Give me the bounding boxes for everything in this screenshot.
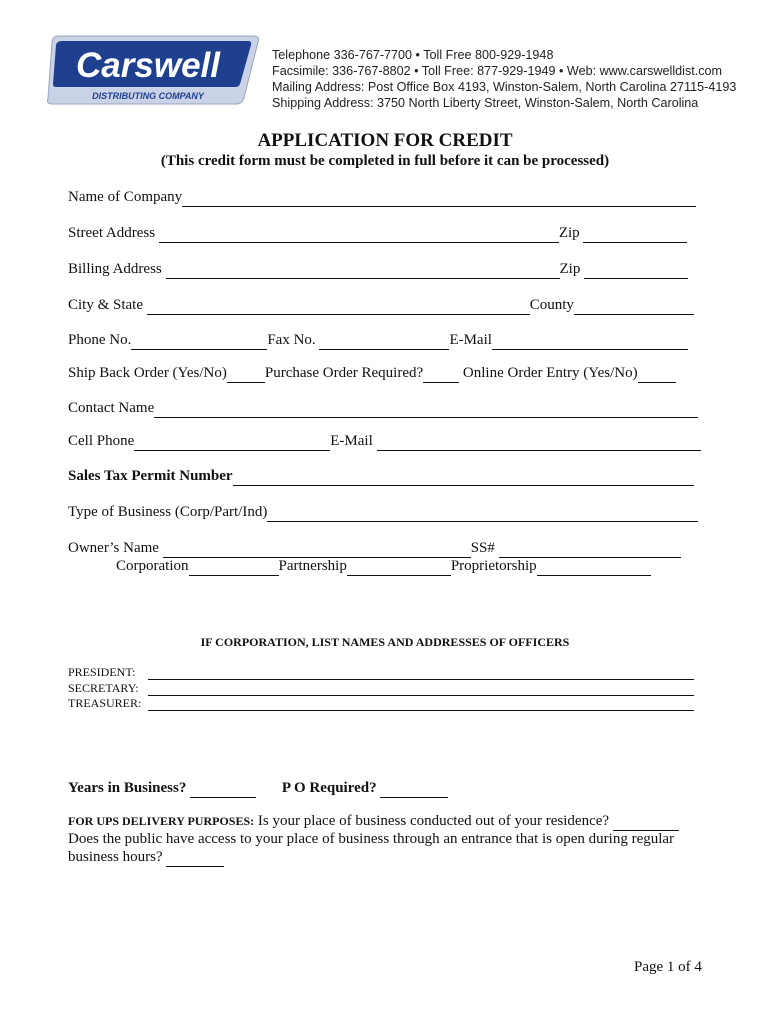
sales-tax-label: Sales Tax Permit Number bbox=[68, 468, 233, 484]
billing-zip-label: Zip bbox=[559, 261, 581, 277]
contact-name-label: Contact Name bbox=[68, 400, 155, 416]
officers-heading: IF CORPORATION, LIST NAMES AND ADDRESSES OF OFFICERS bbox=[200, 635, 570, 649]
ups-question-1 bbox=[68, 811, 679, 831]
phone-row bbox=[68, 330, 688, 350]
fax-field[interactable] bbox=[319, 334, 449, 350]
cell-phone-field[interactable] bbox=[134, 435, 330, 451]
ups-question-2-text: business hours? bbox=[68, 849, 163, 865]
po-required-field[interactable] bbox=[380, 782, 448, 798]
corporation-label: Corporation bbox=[116, 558, 189, 574]
years-po-row bbox=[68, 778, 448, 798]
public-access-field[interactable] bbox=[166, 851, 224, 867]
po-required-question-field[interactable] bbox=[423, 367, 459, 383]
years-in-business-field[interactable] bbox=[190, 782, 256, 798]
corporation-field[interactable] bbox=[189, 560, 279, 576]
cell-phone-row bbox=[68, 431, 701, 451]
business-type-row bbox=[68, 502, 698, 522]
business-type-label: Type of Business (Corp/Part/Ind) bbox=[68, 504, 268, 520]
treasurer-field[interactable] bbox=[148, 698, 694, 711]
street-address-label: Street Address bbox=[68, 225, 156, 241]
po-required-question-label: Purchase Order Required? bbox=[264, 365, 424, 381]
contact-name-row bbox=[68, 398, 698, 418]
contact-telephone: Telephone 336-767-7700 • Toll Free 800-929-1948 bbox=[272, 48, 554, 62]
ship-back-order-label: Ship Back Order (Yes/No) bbox=[68, 365, 227, 381]
email-field[interactable] bbox=[492, 334, 688, 350]
contact-name-field[interactable] bbox=[154, 402, 698, 418]
entity-type-row bbox=[116, 556, 651, 576]
billing-address-field[interactable] bbox=[166, 263, 560, 279]
sales-tax-field[interactable] bbox=[233, 470, 694, 486]
billing-address-label: Billing Address bbox=[68, 261, 162, 277]
secretary-row bbox=[68, 680, 694, 696]
treasurer-row bbox=[68, 695, 694, 711]
county-label: County bbox=[529, 297, 574, 313]
street-zip-label: Zip bbox=[558, 225, 580, 241]
page-title: APPLICATION FOR CREDIT bbox=[257, 130, 513, 151]
proprietorship-field[interactable] bbox=[537, 560, 651, 576]
contact-shipping-address: Shipping Address: 3750 North Liberty Street, Winston-Salem, North Carolina bbox=[272, 96, 699, 110]
billing-address-row bbox=[68, 259, 688, 279]
online-order-label: Online Order Entry (Yes/No) bbox=[462, 365, 638, 381]
county-field[interactable] bbox=[574, 299, 694, 315]
owner-name-row bbox=[68, 538, 681, 558]
billing-zip-field[interactable] bbox=[584, 263, 688, 279]
president-field[interactable] bbox=[148, 667, 694, 680]
president-row bbox=[68, 664, 694, 680]
contact-facsimile: Facsimile: 336-767-8802 • Toll Free: 877-929-1949 • Web: www.carswelldist.com bbox=[272, 64, 723, 78]
page-subtitle: (This credit form must be completed in full before it can be processed) bbox=[160, 153, 610, 169]
ss-label: SS# bbox=[470, 540, 495, 556]
online-order-field[interactable] bbox=[638, 367, 676, 383]
cell-phone-label: Cell Phone bbox=[68, 433, 135, 449]
email-label: E-Mail bbox=[449, 332, 492, 348]
page-number: Page 1 of 4 bbox=[634, 959, 702, 975]
ship-back-order-field[interactable] bbox=[227, 367, 265, 383]
street-zip-field[interactable] bbox=[583, 227, 687, 243]
ups-label: FOR UPS DELIVERY PURPOSES: bbox=[68, 814, 255, 828]
cell-email-field[interactable] bbox=[377, 435, 701, 451]
city-state-row bbox=[68, 295, 694, 315]
president-label: PRESIDENT: bbox=[68, 665, 136, 679]
secretary-label: SECRETARY: bbox=[68, 681, 139, 695]
fax-label: Fax No. bbox=[267, 332, 316, 348]
company-name-field[interactable] bbox=[182, 191, 696, 207]
years-in-business-label: Years in Business? bbox=[68, 780, 187, 796]
city-state-label: City & State bbox=[68, 297, 143, 313]
ups-question-2-line-2 bbox=[68, 847, 224, 867]
owner-name-label: Owner’s Name bbox=[68, 540, 159, 556]
proprietorship-label: Proprietorship bbox=[450, 558, 537, 574]
company-name-label: Name of Company bbox=[68, 189, 183, 205]
phone-field[interactable] bbox=[131, 334, 267, 350]
company-name-row bbox=[68, 187, 696, 207]
treasurer-label: TREASURER: bbox=[68, 696, 142, 710]
partnership-field[interactable] bbox=[347, 560, 451, 576]
po-required-label: P O Required? bbox=[281, 780, 377, 796]
sales-tax-row bbox=[68, 466, 694, 486]
street-address-field[interactable] bbox=[159, 227, 559, 243]
logo-wordmark: Carswell bbox=[76, 46, 220, 85]
order-options-row bbox=[68, 363, 676, 383]
business-type-field[interactable] bbox=[267, 506, 698, 522]
phone-label: Phone No. bbox=[68, 332, 132, 348]
city-state-field[interactable] bbox=[147, 299, 530, 315]
logo-subtext: DISTRIBUTING COMPANY bbox=[92, 91, 204, 101]
contact-mailing-address: Mailing Address: Post Office Box 4193, Winston-Salem, North Carolina 27115-4193 bbox=[272, 80, 737, 94]
carswell-logo bbox=[44, 34, 262, 106]
street-address-row bbox=[68, 223, 687, 243]
ups-question-1-text: Is your place of business conducted out of your residence? bbox=[257, 813, 610, 829]
ups-question-2-line-1: Does the public have access to your place of business through an entrance that is open during regular bbox=[68, 831, 675, 847]
partnership-label: Partnership bbox=[278, 558, 347, 574]
cell-email-label: E-Mail bbox=[330, 433, 373, 449]
